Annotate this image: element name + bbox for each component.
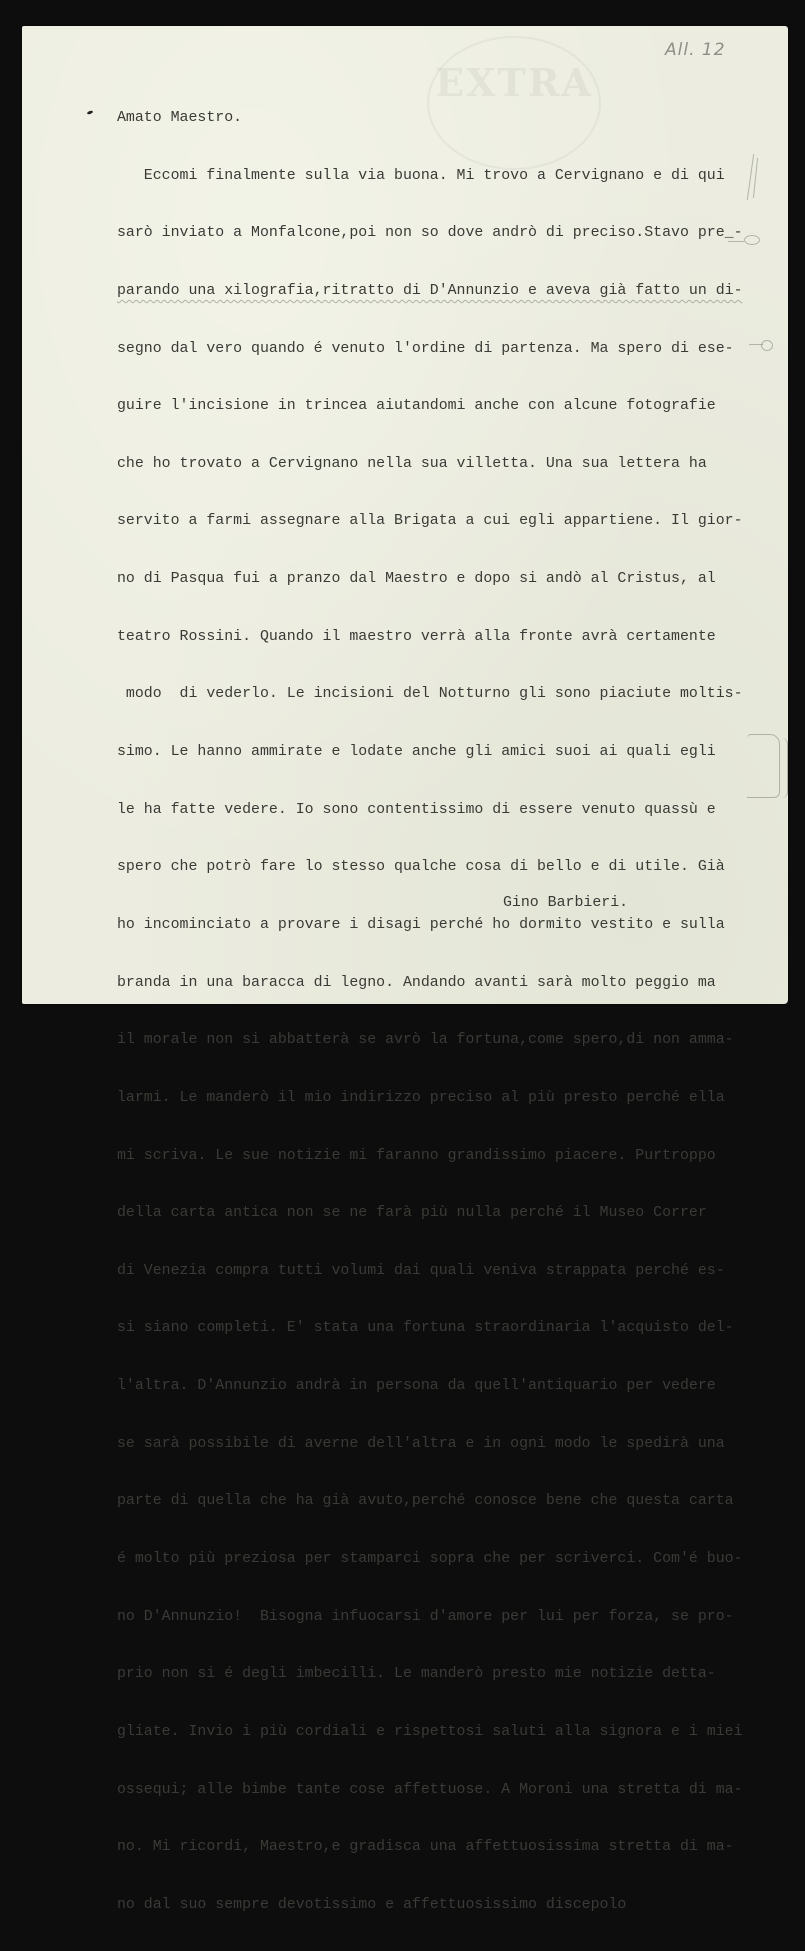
signature: Gino Barbieri. — [503, 895, 629, 911]
body-line: no D'Annunzio! Bisogna infuocarsi d'amore per lui per forza, se pro- — [117, 1608, 734, 1625]
body-line: teatro Rossini. Quando il maestro verrà alla fronte avrà certamente — [117, 628, 716, 645]
body-line: della carta antica non se ne farà più nulla perché il Museo Correr — [117, 1205, 707, 1222]
ink-speck — [87, 110, 94, 115]
body-line: il morale non si abbatterà se avrò la fortuna,come spero,di non amma- — [117, 1032, 734, 1049]
body-line: prio non si é degli imbecilli. Le manderò presto mie notizie detta- — [117, 1666, 716, 1683]
body-line: gliate. Invio i più cordiali e rispettosi saluti alla signora e i miei — [117, 1723, 743, 1740]
body-line: segno dal vero quando é venuto l'ordine di partenza. Ma spero di ese- — [117, 340, 734, 357]
salutation: Amato Maestro. — [117, 110, 243, 126]
margin-pencil-mark — [728, 241, 744, 242]
body-line: no di Pasqua fui a pranzo dal Maestro e dopo si andò al Cristus, al — [117, 571, 716, 588]
archive-annotation: All. 12 — [665, 40, 726, 60]
margin-pencil-mark — [744, 235, 760, 245]
body-line: spero che potrò fare lo stesso qualche cosa di bello e di utile. Già — [117, 859, 725, 876]
margin-bracket-mark — [747, 734, 780, 798]
body-line: é molto più preziosa per stamparci sopra che per scriverci. Com'é buo- — [117, 1551, 743, 1568]
body-line: no. Mi ricordi, Maestro,e gradisca una affettuosissima stretta di ma- — [117, 1839, 734, 1856]
body-line: servito a farmi assegnare alla Brigata a cui egli appartiene. Il gior- — [117, 513, 743, 530]
margin-pencil-mark — [749, 344, 763, 345]
body-line: no dal suo sempre devotissimo e affettuosissimo discepolo — [117, 1896, 627, 1913]
body-line: che ho trovato a Cervignano nella sua villetta. Una sua lettera ha — [117, 455, 707, 472]
body-line: sarò inviato a Monfalcone,poi non so dove andrò di preciso.Stavo pre_- — [117, 225, 743, 242]
watermark: EXTRA — [427, 36, 601, 170]
body-line: branda in una baracca di legno. Andando avanti sarà molto peggio ma — [117, 974, 716, 991]
body-line: parte di quella che ha già avuto,perché conosce bene che questa carta — [117, 1493, 734, 1510]
letter-page — [22, 26, 788, 1913]
body-line: l'altra. D'Annunzio andrà in persona da quell'antiquario per vedere — [117, 1378, 716, 1395]
body-line: se sarà possibile di averne dell'altra e in ogni modo le spedirà una — [117, 1435, 725, 1452]
body-line: Eccomi finalmente sulla via buona. Mi trovo a Cervignano e di qui — [117, 167, 725, 184]
body-line: modo di vederlo. Le incisioni del Notturno gli sono piaciute moltis- — [117, 686, 743, 703]
margin-pencil-mark — [761, 340, 773, 351]
body-line: parando una xilografia,ritratto di D'Annunzio e aveva già fatto un di- — [117, 282, 743, 299]
body-line: larmi. Le manderò il mio indirizzo preciso al più presto perché ella — [117, 1089, 725, 1106]
body-line: di Venezia compra tutti volumi dai quali veniva strappata perché es- — [117, 1262, 725, 1279]
body-line: le ha fatte vedere. Io sono contentissimo di essere venuto quassù e — [117, 801, 716, 818]
body-line: ho incominciato a provare i disagi perché ho dormito vestito e sulla — [117, 916, 725, 933]
margin-pencil-mark — [753, 158, 758, 198]
body-line: simo. Le hanno ammirate e lodate anche gli amici suoi ai quali egli — [117, 744, 716, 761]
body-line: si siano completi. E' stata una fortuna straordinaria l'acquisto del- — [117, 1320, 734, 1337]
letter-body — [117, 74, 743, 1951]
body-line: ossequi; alle bimbe tante cose affettuose. A Moroni una stretta di ma- — [117, 1781, 743, 1798]
body-line: guire l'incisione in trincea aiutandomi anche con alcune fotografie — [117, 398, 716, 415]
body-line: mi scriva. Le sue notizie mi faranno grandissimo piacere. Purtroppo — [117, 1147, 716, 1164]
